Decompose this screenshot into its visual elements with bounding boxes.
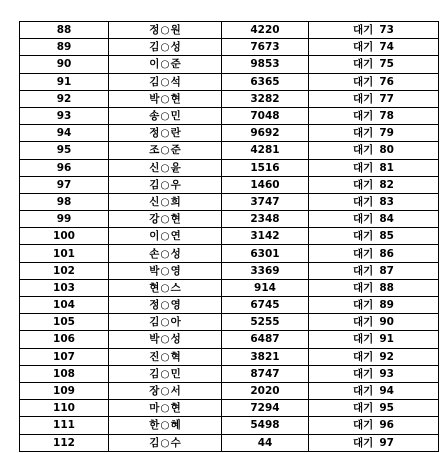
wait-prefix-label: 대기 <box>353 436 374 449</box>
name-mask-symbol: ○ <box>160 247 170 260</box>
masked-name-cell <box>109 434 222 451</box>
name-mask-symbol: ○ <box>160 419 170 432</box>
row-number-cell: 105 <box>20 314 109 331</box>
name-given: 스 <box>170 281 181 294</box>
table-row <box>20 434 439 451</box>
name-surname: 김 <box>149 75 160 88</box>
wait-prefix-label: 대기 <box>353 264 374 277</box>
wait-number: 94 <box>379 385 394 398</box>
name-mask-symbol: ○ <box>160 436 170 449</box>
wait-number: 87 <box>379 264 394 277</box>
table-row <box>20 142 439 159</box>
name-given: 연 <box>170 230 181 243</box>
row-number-cell: 90 <box>20 56 109 73</box>
name-surname: 박 <box>149 92 160 105</box>
name-surname: 김 <box>149 316 160 329</box>
row-number-cell: 106 <box>20 331 109 348</box>
code-cell: 1460 <box>222 176 309 193</box>
wait-prefix-label: 대기 <box>353 316 374 329</box>
waitlist-number-cell <box>309 417 439 434</box>
name-surname: 이 <box>149 230 160 243</box>
name-surname: 김 <box>149 178 160 191</box>
table-row <box>20 211 439 228</box>
code-cell: 1516 <box>222 159 309 176</box>
name-given: 성 <box>170 333 181 346</box>
wait-number: 97 <box>379 436 394 449</box>
name-surname: 정 <box>149 127 160 140</box>
masked-name-cell <box>109 382 222 399</box>
table-row <box>20 73 439 90</box>
wait-prefix-label: 대기 <box>353 195 374 208</box>
waitlist-number-cell <box>309 142 439 159</box>
name-given: 혁 <box>170 350 181 363</box>
waitlist-number-cell <box>309 39 439 56</box>
masked-name-cell <box>109 39 222 56</box>
masked-name-cell <box>109 279 222 296</box>
wait-number: 88 <box>379 281 394 294</box>
masked-name-cell <box>109 331 222 348</box>
waitlist-number-cell <box>309 279 439 296</box>
name-given: 민 <box>170 367 181 380</box>
name-given: 준 <box>170 144 181 157</box>
waitlist-number-cell <box>309 56 439 73</box>
table-row <box>20 193 439 210</box>
table-row <box>20 365 439 382</box>
name-mask-symbol: ○ <box>160 92 170 105</box>
waitlist-sheet <box>19 21 439 452</box>
name-given: 아 <box>170 316 181 329</box>
masked-name-cell <box>109 417 222 434</box>
wait-prefix-label: 대기 <box>353 230 374 243</box>
table-row <box>20 245 439 262</box>
waitlist-number-cell <box>309 434 439 451</box>
table-row <box>20 331 439 348</box>
waitlist-number-cell <box>309 159 439 176</box>
wait-number: 93 <box>379 367 394 380</box>
masked-name-cell <box>109 22 222 39</box>
wait-number: 96 <box>379 419 394 432</box>
name-given: 성 <box>170 247 181 260</box>
waitlist-number-cell <box>309 107 439 124</box>
name-surname: 한 <box>149 419 160 432</box>
row-number-cell: 96 <box>20 159 109 176</box>
masked-name-cell <box>109 365 222 382</box>
code-cell: 5255 <box>222 314 309 331</box>
name-surname: 이 <box>149 58 160 71</box>
table-row <box>20 159 439 176</box>
code-cell: 9853 <box>222 56 309 73</box>
table-row <box>20 107 439 124</box>
code-cell: 3747 <box>222 193 309 210</box>
masked-name-cell <box>109 142 222 159</box>
wait-prefix-label: 대기 <box>353 75 374 88</box>
name-given: 우 <box>170 178 181 191</box>
waitlist-number-cell <box>309 22 439 39</box>
name-mask-symbol: ○ <box>160 230 170 243</box>
code-cell: 3282 <box>222 90 309 107</box>
name-surname: 정 <box>149 24 160 37</box>
name-mask-symbol: ○ <box>160 41 170 54</box>
code-cell: 9692 <box>222 125 309 142</box>
masked-name-cell <box>109 90 222 107</box>
name-surname: 마 <box>149 402 160 415</box>
row-number-cell: 107 <box>20 348 109 365</box>
wait-number: 81 <box>379 161 394 174</box>
waitlist-number-cell <box>309 365 439 382</box>
table-row <box>20 314 439 331</box>
masked-name-cell <box>109 348 222 365</box>
waitlist-number-cell <box>309 245 439 262</box>
name-mask-symbol: ○ <box>160 264 170 277</box>
waitlist-number-cell <box>309 400 439 417</box>
wait-prefix-label: 대기 <box>353 402 374 415</box>
masked-name-cell <box>109 107 222 124</box>
masked-name-cell <box>109 314 222 331</box>
name-given: 수 <box>170 436 181 449</box>
wait-prefix-label: 대기 <box>353 350 374 363</box>
code-cell: 6745 <box>222 297 309 314</box>
name-mask-symbol: ○ <box>160 402 170 415</box>
wait-number: 92 <box>379 350 394 363</box>
masked-name-cell <box>109 211 222 228</box>
name-mask-symbol: ○ <box>160 75 170 88</box>
wait-prefix-label: 대기 <box>353 144 374 157</box>
name-surname: 송 <box>149 110 160 123</box>
name-mask-symbol: ○ <box>160 299 170 312</box>
wait-prefix-label: 대기 <box>353 333 374 346</box>
row-number-cell: 89 <box>20 39 109 56</box>
row-number-cell: 111 <box>20 417 109 434</box>
wait-number: 90 <box>379 316 394 329</box>
wait-number: 77 <box>379 92 394 105</box>
table-row <box>20 56 439 73</box>
row-number-cell: 108 <box>20 365 109 382</box>
name-given: 준 <box>170 58 181 71</box>
masked-name-cell <box>109 262 222 279</box>
name-mask-symbol: ○ <box>160 110 170 123</box>
code-cell: 7294 <box>222 400 309 417</box>
name-given: 석 <box>170 75 181 88</box>
wait-number: 80 <box>379 144 394 157</box>
code-cell: 4281 <box>222 142 309 159</box>
waitlist-number-cell <box>309 314 439 331</box>
wait-prefix-label: 대기 <box>353 247 374 260</box>
name-given: 민 <box>170 110 181 123</box>
name-given: 현 <box>170 92 181 105</box>
name-surname: 강 <box>149 213 160 226</box>
table-row <box>20 176 439 193</box>
table-row <box>20 348 439 365</box>
name-surname: 신 <box>149 195 160 208</box>
wait-number: 74 <box>379 41 394 54</box>
code-cell: 6365 <box>222 73 309 90</box>
row-number-cell: 110 <box>20 400 109 417</box>
name-surname: 신 <box>149 161 160 174</box>
waitlist-number-cell <box>309 125 439 142</box>
wait-prefix-label: 대기 <box>353 110 374 123</box>
name-given: 영 <box>170 299 181 312</box>
masked-name-cell <box>109 159 222 176</box>
name-mask-symbol: ○ <box>160 350 170 363</box>
row-number-cell: 95 <box>20 142 109 159</box>
name-mask-symbol: ○ <box>160 58 170 71</box>
row-number-cell: 99 <box>20 211 109 228</box>
row-number-cell: 104 <box>20 297 109 314</box>
name-given: 성 <box>170 41 181 54</box>
name-given: 혜 <box>170 419 181 432</box>
wait-prefix-label: 대기 <box>353 213 374 226</box>
code-cell: 8747 <box>222 365 309 382</box>
waitlist-number-cell <box>309 382 439 399</box>
waitlist-number-cell <box>309 262 439 279</box>
code-cell: 6301 <box>222 245 309 262</box>
name-mask-symbol: ○ <box>160 385 170 398</box>
table-row <box>20 228 439 245</box>
wait-number: 79 <box>379 127 394 140</box>
name-surname: 현 <box>149 281 160 294</box>
name-surname: 김 <box>149 41 160 54</box>
wait-number: 75 <box>379 58 394 71</box>
table-row <box>20 400 439 417</box>
wait-prefix-label: 대기 <box>353 178 374 191</box>
masked-name-cell <box>109 193 222 210</box>
row-number-cell: 94 <box>20 125 109 142</box>
wait-number: 78 <box>379 110 394 123</box>
row-number-cell: 101 <box>20 245 109 262</box>
masked-name-cell <box>109 56 222 73</box>
masked-name-cell <box>109 176 222 193</box>
name-surname: 손 <box>149 247 160 260</box>
wait-number: 83 <box>379 195 394 208</box>
wait-prefix-label: 대기 <box>353 92 374 105</box>
name-surname: 장 <box>149 385 160 398</box>
code-cell: 3821 <box>222 348 309 365</box>
row-number-cell: 100 <box>20 228 109 245</box>
code-cell: 44 <box>222 434 309 451</box>
row-number-cell: 92 <box>20 90 109 107</box>
masked-name-cell <box>109 297 222 314</box>
code-cell: 4220 <box>222 22 309 39</box>
wait-prefix-label: 대기 <box>353 24 374 37</box>
name-given: 현 <box>170 213 181 226</box>
wait-prefix-label: 대기 <box>353 161 374 174</box>
wait-number: 89 <box>379 299 394 312</box>
waitlist-table <box>19 21 439 452</box>
name-given: 서 <box>170 385 181 398</box>
name-mask-symbol: ○ <box>160 281 170 294</box>
row-number-cell: 93 <box>20 107 109 124</box>
name-mask-symbol: ○ <box>160 127 170 140</box>
table-row <box>20 279 439 296</box>
name-mask-symbol: ○ <box>160 24 170 37</box>
wait-prefix-label: 대기 <box>353 58 374 71</box>
wait-prefix-label: 대기 <box>353 367 374 380</box>
wait-prefix-label: 대기 <box>353 41 374 54</box>
wait-prefix-label: 대기 <box>353 127 374 140</box>
waitlist-table-body <box>20 22 439 452</box>
masked-name-cell <box>109 245 222 262</box>
code-cell: 5498 <box>222 417 309 434</box>
code-cell: 6487 <box>222 331 309 348</box>
row-number-cell: 109 <box>20 382 109 399</box>
code-cell: 914 <box>222 279 309 296</box>
wait-number: 85 <box>379 230 394 243</box>
name-given: 윤 <box>170 161 181 174</box>
name-mask-symbol: ○ <box>160 333 170 346</box>
wait-prefix-label: 대기 <box>353 419 374 432</box>
name-surname: 정 <box>149 299 160 312</box>
wait-number: 84 <box>379 213 394 226</box>
name-surname: 박 <box>149 333 160 346</box>
name-mask-symbol: ○ <box>160 316 170 329</box>
row-number-cell: 91 <box>20 73 109 90</box>
wait-number: 95 <box>379 402 394 415</box>
code-cell: 7673 <box>222 39 309 56</box>
code-cell: 2020 <box>222 382 309 399</box>
name-mask-symbol: ○ <box>160 178 170 191</box>
row-number-cell: 102 <box>20 262 109 279</box>
code-cell: 7048 <box>222 107 309 124</box>
wait-number: 86 <box>379 247 394 260</box>
name-given: 원 <box>170 24 181 37</box>
table-row <box>20 125 439 142</box>
masked-name-cell <box>109 125 222 142</box>
wait-number: 73 <box>379 24 394 37</box>
name-surname: 박 <box>149 264 160 277</box>
row-number-cell: 98 <box>20 193 109 210</box>
name-given: 희 <box>170 195 181 208</box>
wait-number: 76 <box>379 75 394 88</box>
name-mask-symbol: ○ <box>160 367 170 380</box>
name-mask-symbol: ○ <box>160 213 170 226</box>
code-cell: 3369 <box>222 262 309 279</box>
wait-number: 82 <box>379 178 394 191</box>
table-row <box>20 417 439 434</box>
wait-prefix-label: 대기 <box>353 299 374 312</box>
masked-name-cell <box>109 73 222 90</box>
name-mask-symbol: ○ <box>160 161 170 174</box>
waitlist-number-cell <box>309 331 439 348</box>
name-mask-symbol: ○ <box>160 195 170 208</box>
waitlist-number-cell <box>309 176 439 193</box>
table-row <box>20 39 439 56</box>
name-surname: 조 <box>149 144 160 157</box>
code-cell: 2348 <box>222 211 309 228</box>
table-row <box>20 22 439 39</box>
table-row <box>20 382 439 399</box>
table-row <box>20 90 439 107</box>
row-number-cell: 97 <box>20 176 109 193</box>
masked-name-cell <box>109 400 222 417</box>
waitlist-number-cell <box>309 228 439 245</box>
waitlist-number-cell <box>309 73 439 90</box>
waitlist-number-cell <box>309 193 439 210</box>
name-mask-symbol: ○ <box>160 144 170 157</box>
row-number-cell: 88 <box>20 22 109 39</box>
name-given: 영 <box>170 264 181 277</box>
name-surname: 김 <box>149 436 160 449</box>
waitlist-number-cell <box>309 90 439 107</box>
wait-prefix-label: 대기 <box>353 385 374 398</box>
wait-number: 91 <box>379 333 394 346</box>
name-given: 란 <box>170 127 181 140</box>
row-number-cell: 103 <box>20 279 109 296</box>
waitlist-number-cell <box>309 211 439 228</box>
name-surname: 진 <box>149 350 160 363</box>
name-given: 현 <box>170 402 181 415</box>
waitlist-number-cell <box>309 348 439 365</box>
masked-name-cell <box>109 228 222 245</box>
table-row <box>20 262 439 279</box>
name-surname: 김 <box>149 367 160 380</box>
wait-prefix-label: 대기 <box>353 281 374 294</box>
table-row <box>20 297 439 314</box>
code-cell: 3142 <box>222 228 309 245</box>
row-number-cell: 112 <box>20 434 109 451</box>
waitlist-number-cell <box>309 297 439 314</box>
